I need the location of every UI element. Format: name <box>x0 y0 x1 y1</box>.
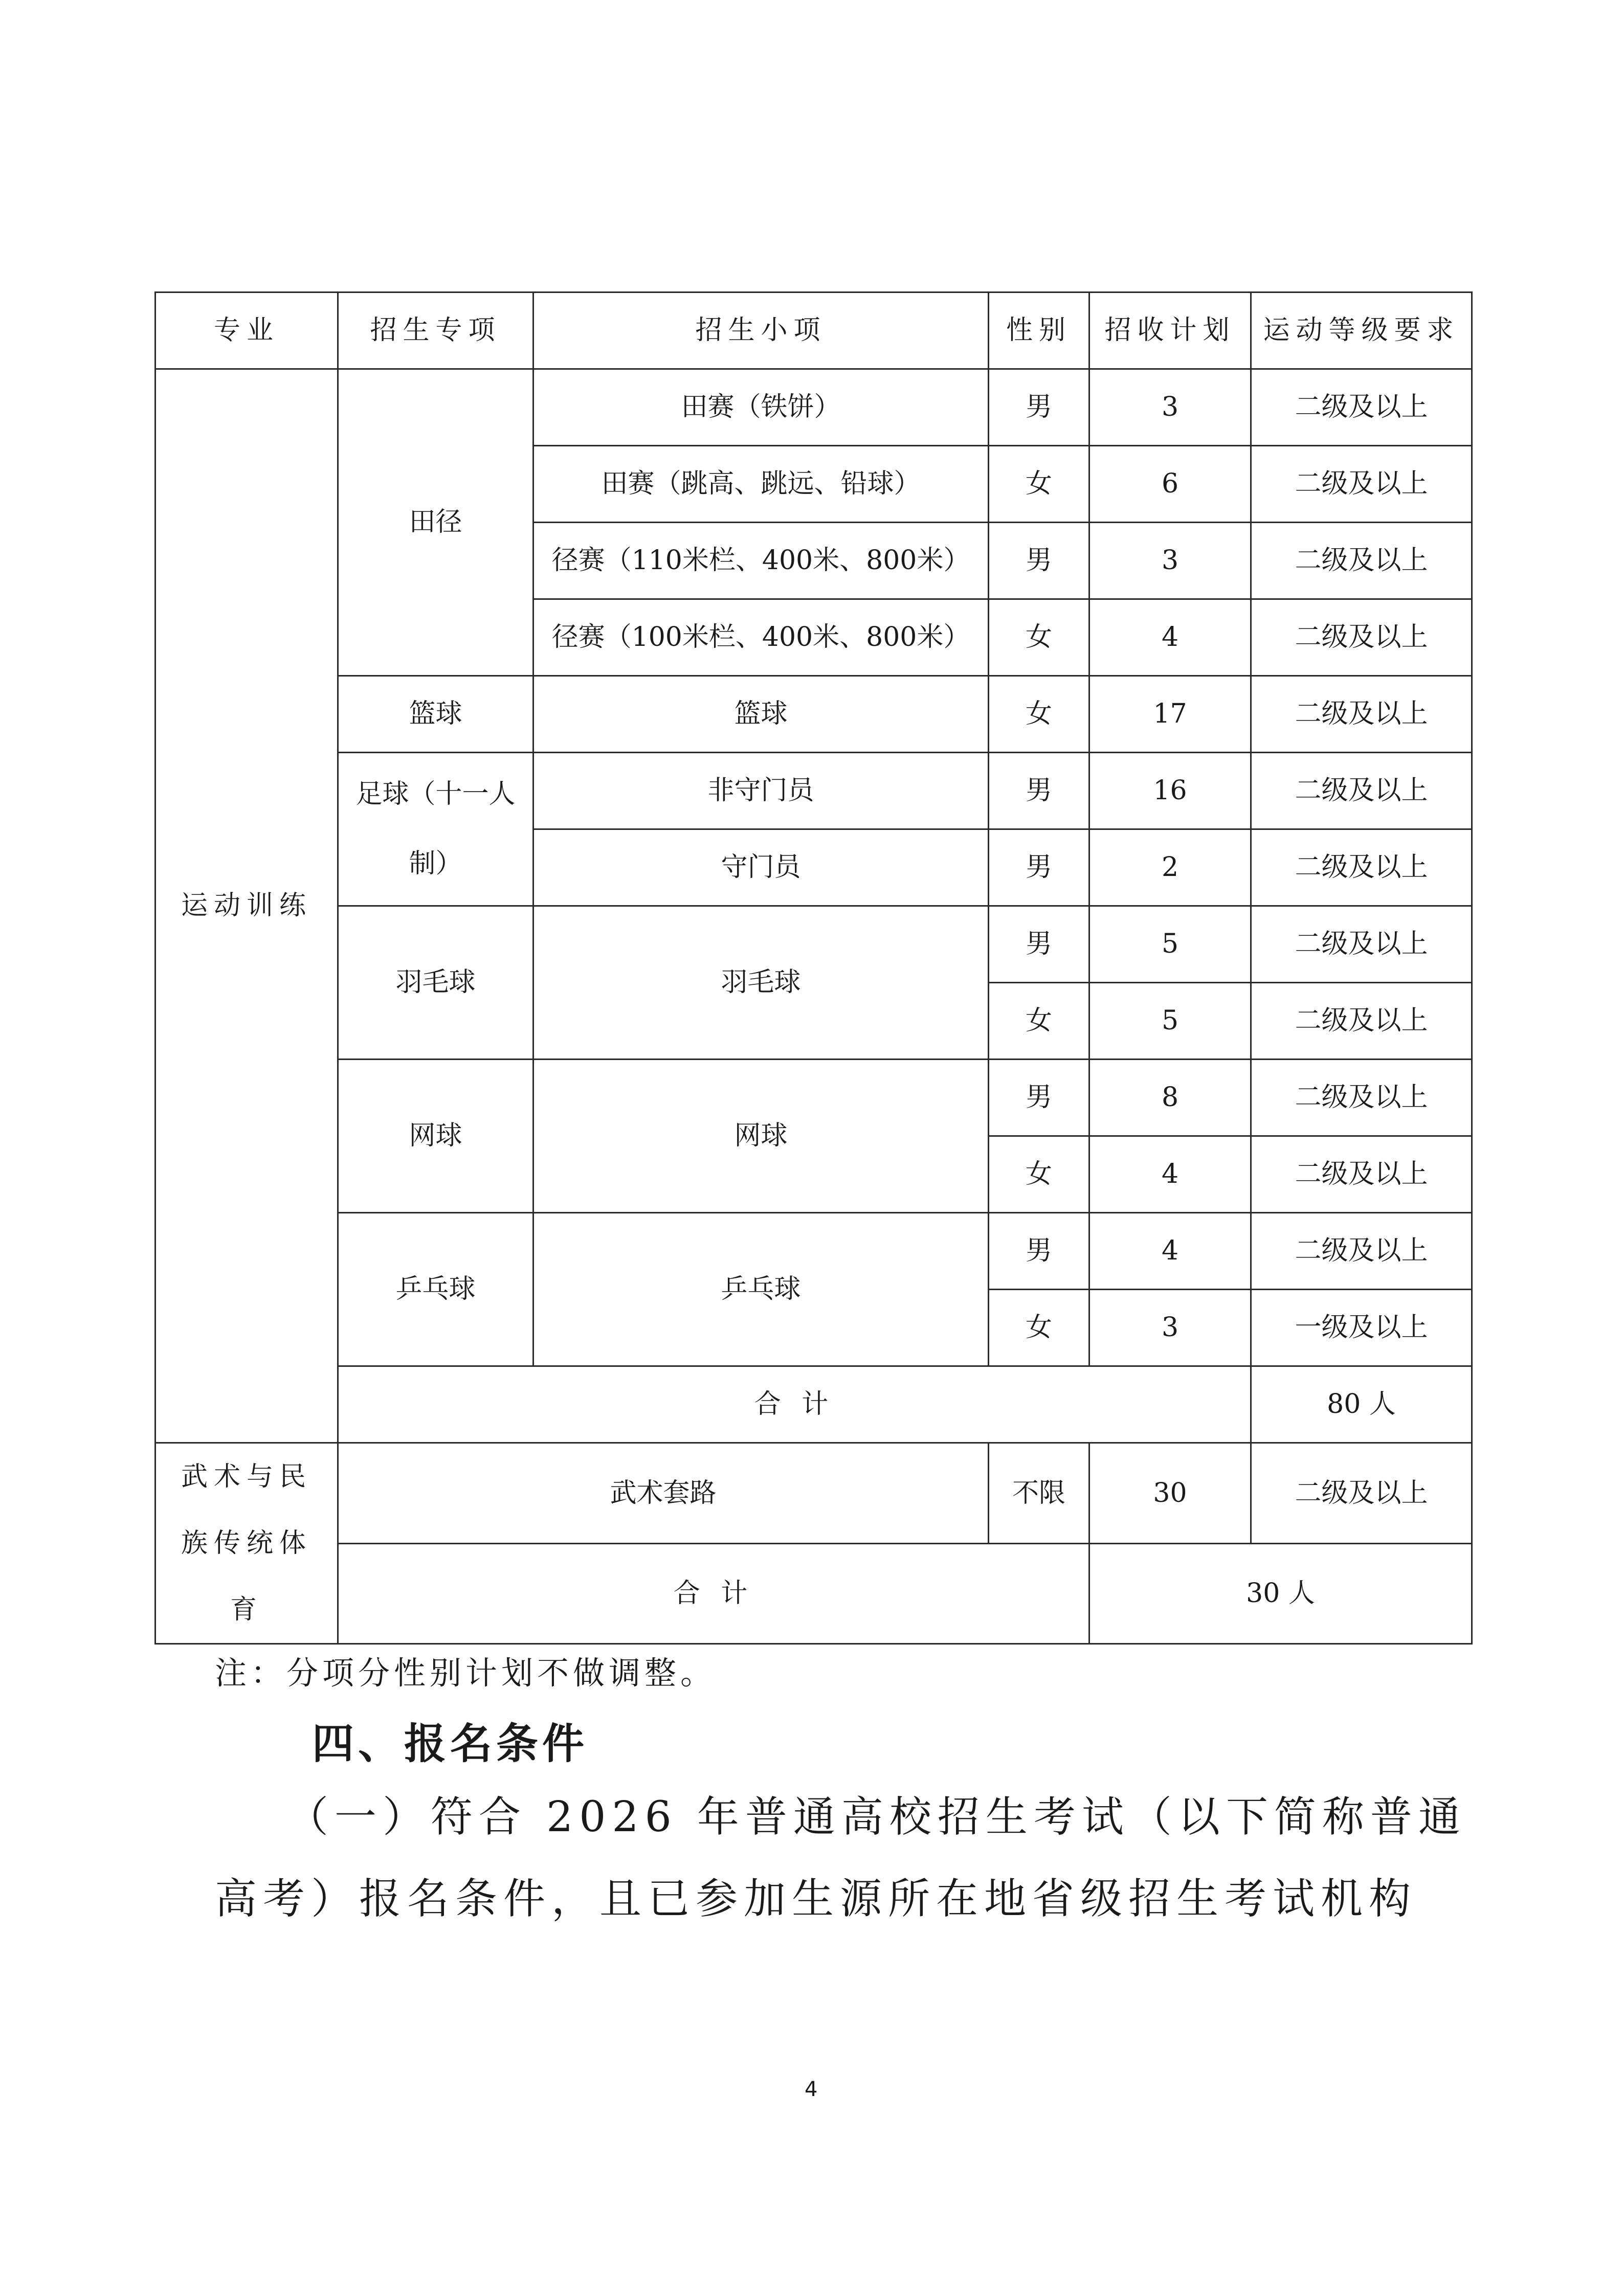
level-cell: 二级及以上 <box>1251 599 1472 676</box>
level-cell: 二级及以上 <box>1251 983 1472 1060</box>
level-cell: 二级及以上 <box>1251 1060 1472 1136</box>
category-cell: 羽毛球 <box>338 906 533 1060</box>
header-quota: 招收计划 <box>1089 292 1251 369</box>
category-cell: 网球 <box>338 1060 533 1213</box>
major-cell: 运动训练 <box>155 369 338 1443</box>
category-cell: 田径 <box>338 369 533 676</box>
quota-cell: 3 <box>1089 523 1251 599</box>
gender-cell: 男 <box>989 1060 1089 1136</box>
item-cell: 羽毛球 <box>533 906 989 1060</box>
level-cell: 一级及以上 <box>1251 1290 1472 1366</box>
quota-cell: 2 <box>1089 829 1251 906</box>
table-row <box>155 369 1472 446</box>
table-row <box>155 1213 1472 1290</box>
header-level: 运动等级要求 <box>1251 292 1472 369</box>
quota-cell: 4 <box>1089 1213 1251 1290</box>
header-gender: 性别 <box>989 292 1089 369</box>
gender-cell: 男 <box>989 369 1089 446</box>
item-cell: 网球 <box>533 1060 989 1213</box>
gender-cell: 女 <box>989 983 1089 1060</box>
category-cell: 乒乓球 <box>338 1213 533 1366</box>
quota-cell: 8 <box>1089 1060 1251 1136</box>
quota-cell: 4 <box>1089 599 1251 676</box>
item-cell: 径赛（110米栏、400米、800米） <box>533 523 989 599</box>
quota-cell: 3 <box>1089 1290 1251 1366</box>
table-row <box>155 753 1472 829</box>
quota-cell: 4 <box>1089 1136 1251 1213</box>
item-cell: 武术套路 <box>338 1443 989 1544</box>
gender-cell: 男 <box>989 523 1089 599</box>
gender-cell: 女 <box>989 676 1089 753</box>
table-row <box>155 1443 1472 1544</box>
subtotal-value: 30 人 <box>1089 1543 1472 1644</box>
gender-cell: 女 <box>989 1136 1089 1213</box>
level-cell: 二级及以上 <box>1251 446 1472 523</box>
table-header-row <box>155 292 1472 369</box>
level-cell: 二级及以上 <box>1251 1213 1472 1290</box>
paragraph-line-1: （一）符合 2026 年普通高校招生考试（以下简称普通 <box>286 1793 1466 1841</box>
quota-cell: 5 <box>1089 983 1251 1060</box>
subtotal-row <box>155 1543 1472 1644</box>
item-cell: 守门员 <box>533 829 989 906</box>
category-cell: 足球（十一人制） <box>338 753 533 906</box>
item-cell: 非守门员 <box>533 753 989 829</box>
subtotal-row <box>155 1366 1472 1443</box>
header-item: 招生小项 <box>533 292 989 369</box>
gender-cell: 不限 <box>989 1443 1089 1544</box>
category-cell: 篮球 <box>338 676 533 753</box>
gender-cell: 男 <box>989 1213 1089 1290</box>
level-cell: 二级及以上 <box>1251 1443 1472 1544</box>
paragraph-line-2: 高考）报名条件，且已参加生源所在地省级招生考试机构 <box>215 1875 1417 1923</box>
gender-cell: 女 <box>989 1290 1089 1366</box>
subtotal-value: 80 人 <box>1251 1366 1472 1443</box>
level-cell: 二级及以上 <box>1251 369 1472 446</box>
enrollment-plan-table <box>154 291 1473 1645</box>
quota-cell: 30 <box>1089 1443 1251 1544</box>
header-major: 专业 <box>155 292 338 369</box>
level-cell: 二级及以上 <box>1251 906 1472 983</box>
quota-cell: 3 <box>1089 369 1251 446</box>
quota-cell: 16 <box>1089 753 1251 829</box>
level-cell: 二级及以上 <box>1251 676 1472 753</box>
item-cell: 田赛（铁饼） <box>533 369 989 446</box>
gender-cell: 男 <box>989 753 1089 829</box>
item-cell: 田赛（跳高、跳远、铅球） <box>533 446 989 523</box>
table-row <box>155 906 1472 983</box>
major-cell: 武术与民族传统体育 <box>155 1443 338 1644</box>
level-cell: 二级及以上 <box>1251 1136 1472 1213</box>
item-cell: 径赛（100米栏、400米、800米） <box>533 599 989 676</box>
gender-cell: 男 <box>989 829 1089 906</box>
level-cell: 二级及以上 <box>1251 523 1472 599</box>
gender-cell: 女 <box>989 446 1089 523</box>
page-number: 4 <box>805 2078 818 2101</box>
header-category: 招生专项 <box>338 292 533 369</box>
level-cell: 二级及以上 <box>1251 753 1472 829</box>
gender-cell: 男 <box>989 906 1089 983</box>
subtotal-label: 合 计 <box>338 1543 1089 1644</box>
quota-cell: 17 <box>1089 676 1251 753</box>
table-note: 注：分项分性别计划不做调整。 <box>215 1654 717 1692</box>
item-cell: 篮球 <box>533 676 989 753</box>
quota-cell: 5 <box>1089 906 1251 983</box>
gender-cell: 女 <box>989 599 1089 676</box>
section-heading: 四、报名条件 <box>312 1720 589 1768</box>
item-cell: 乒乓球 <box>533 1213 989 1366</box>
quota-cell: 6 <box>1089 446 1251 523</box>
subtotal-label: 合 计 <box>338 1366 1251 1443</box>
table-row <box>155 1060 1472 1136</box>
level-cell: 二级及以上 <box>1251 829 1472 906</box>
table-row <box>155 676 1472 753</box>
